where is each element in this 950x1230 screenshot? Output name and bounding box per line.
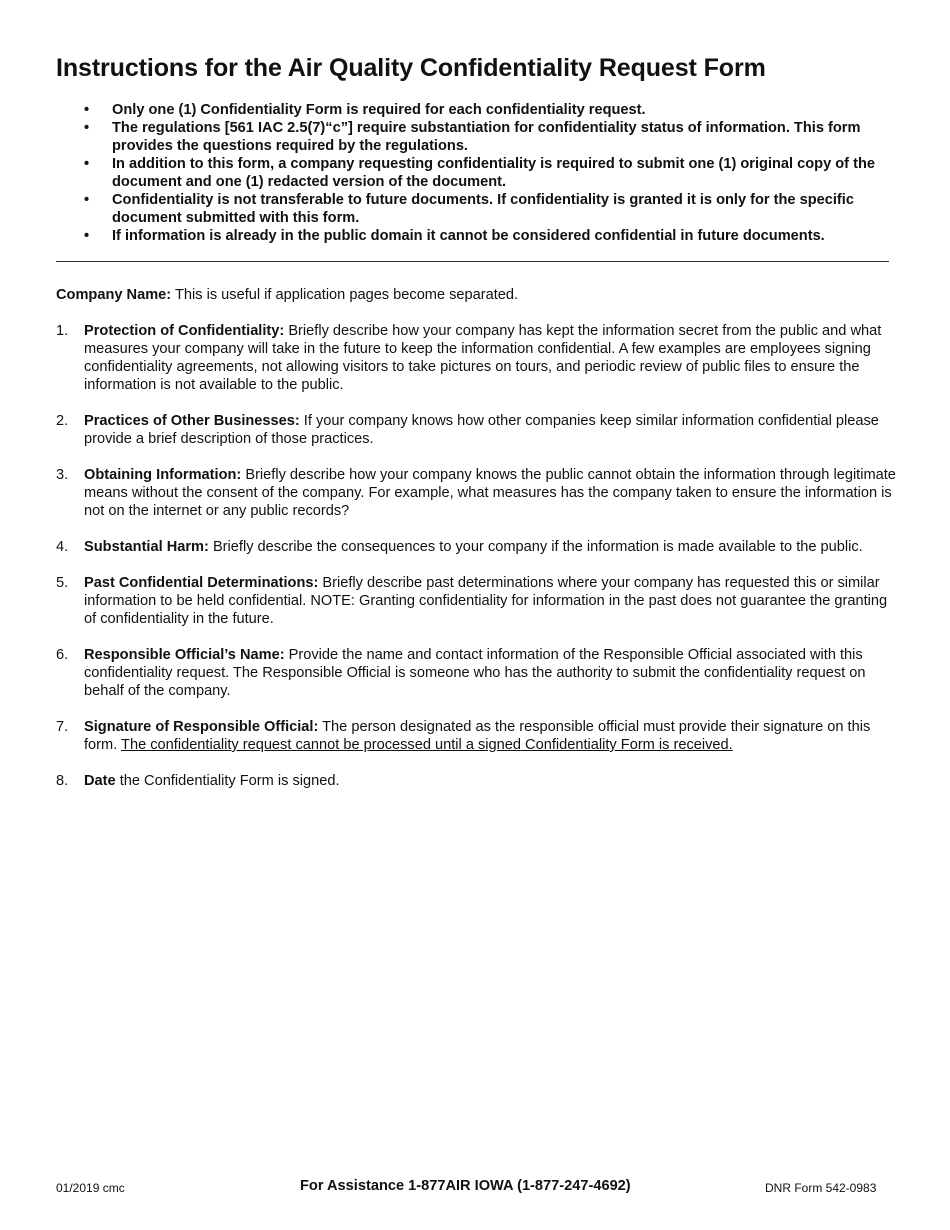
item-text: Provide the name and contact information of the Responsible Official associated with this confidentiality request. The Responsible Official is someone who has the authority to submit the confidentiality request on behalf of the company.	[84, 647, 866, 699]
bullet-marker: •	[84, 192, 90, 208]
footer-form-number: DNR Form 542-0983	[765, 1181, 877, 1195]
page-title: Instructions for the Air Quality Confidentiality Request Form	[56, 54, 766, 82]
key-point-text: The regulations [561 IAC 2.5(7)“c”] require substantiation for confidentiality status of information. This form provides the questions required by the regulations.	[112, 120, 861, 154]
bullet-marker: •	[84, 102, 90, 118]
instruction-item-obtaining	[56, 466, 898, 520]
instruction-item-practices	[56, 412, 898, 448]
instruction-item-signature	[56, 718, 898, 754]
instruction-item-official-name	[56, 646, 898, 700]
company-name-instruction	[56, 286, 518, 304]
key-point-text: In addition to this form, a company requesting confidentiality is required to submit one (1) original copy of the document and one (1) redacted version of the document.	[112, 156, 875, 190]
footer-revision-date: 01/2019 cmc	[56, 1181, 125, 1195]
instruction-item-date	[56, 772, 898, 790]
item-label: Practices of Other Businesses:	[84, 413, 300, 429]
key-point-item	[56, 155, 896, 191]
key-point-item	[56, 227, 896, 245]
item-text: The person designated as the responsible official must provide their signature on this form.	[84, 719, 871, 753]
item-number: 1.	[56, 323, 69, 339]
item-number: 4.	[56, 539, 69, 555]
item-number: 5.	[56, 575, 69, 591]
key-point-text: If information is already in the public domain it cannot be considered confidential in future documents.	[112, 228, 825, 244]
item-text: the Confidentiality Form is signed.	[115, 773, 340, 789]
item-label: Protection of Confidentiality:	[84, 323, 285, 339]
item-text: Briefly describe past determinations where your company has requested this or similar information to be held confidential. NOTE: Granting confidentiality for information in the past does not guarantee the granting of confidentiality in the future.	[84, 575, 888, 627]
item-text: Briefly describe the consequences to your company if the information is made available to the public.	[208, 539, 863, 555]
item-label: Obtaining Information:	[84, 467, 242, 483]
item-label: Past Confidential Determinations:	[84, 575, 319, 591]
instruction-item-past-determinations	[56, 574, 898, 628]
item-label: Responsible Official’s Name:	[84, 647, 285, 663]
key-point-text: Only one (1) Confidentiality Form is required for each confidentiality request.	[112, 102, 646, 118]
bullet-marker: •	[84, 228, 90, 244]
instruction-list	[56, 322, 898, 808]
bullet-marker: •	[84, 120, 90, 136]
item-number: 7.	[56, 719, 69, 735]
item-label: Substantial Harm:	[84, 539, 209, 555]
key-point-item	[56, 119, 896, 155]
instruction-item-harm	[56, 538, 898, 556]
key-points-list	[56, 101, 896, 245]
key-point-item	[56, 101, 896, 119]
item-label: Date	[84, 773, 116, 789]
key-point-item	[56, 191, 896, 227]
key-point-text: Confidentiality is not transferable to future documents. If confidentiality is granted it is only for the specific document submitted with this form.	[112, 192, 854, 226]
section-divider	[56, 261, 889, 262]
footer-assistance-phone: For Assistance 1-877AIR IOWA (1-877-247-4692)	[300, 1178, 631, 1194]
item-underlined-note: The confidentiality request cannot be processed until a signed Confidentiality Form is received.	[121, 737, 733, 753]
item-label: Signature of Responsible Official:	[84, 719, 319, 735]
instruction-item-protection	[56, 322, 898, 394]
item-text: If your company knows how other companies keep similar information confidential please provide a brief description of those practices.	[84, 413, 879, 447]
company-name-label: Company Name:	[56, 287, 172, 303]
item-number: 3.	[56, 467, 69, 483]
item-number: 8.	[56, 773, 69, 789]
item-number: 6.	[56, 647, 69, 663]
item-text: Briefly describe how your company has kept the information secret from the public and what measures your company will take in the future to keep the information confidential. A few examples are employees signing confidentiality agreements, not allowing visitors to take pictures on tours, and periodic review of public files to ensure the information is not available to the public.	[84, 323, 882, 393]
item-text: Briefly describe how your company knows the public cannot obtain the information through legitimate means without the consent of the company. For example, what measures has the company taken to ensure the information is not on the internet or any public records?	[84, 467, 896, 519]
bullet-marker: •	[84, 156, 90, 172]
item-number: 2.	[56, 413, 69, 429]
company-name-text: This is useful if application pages become separated.	[171, 287, 519, 303]
